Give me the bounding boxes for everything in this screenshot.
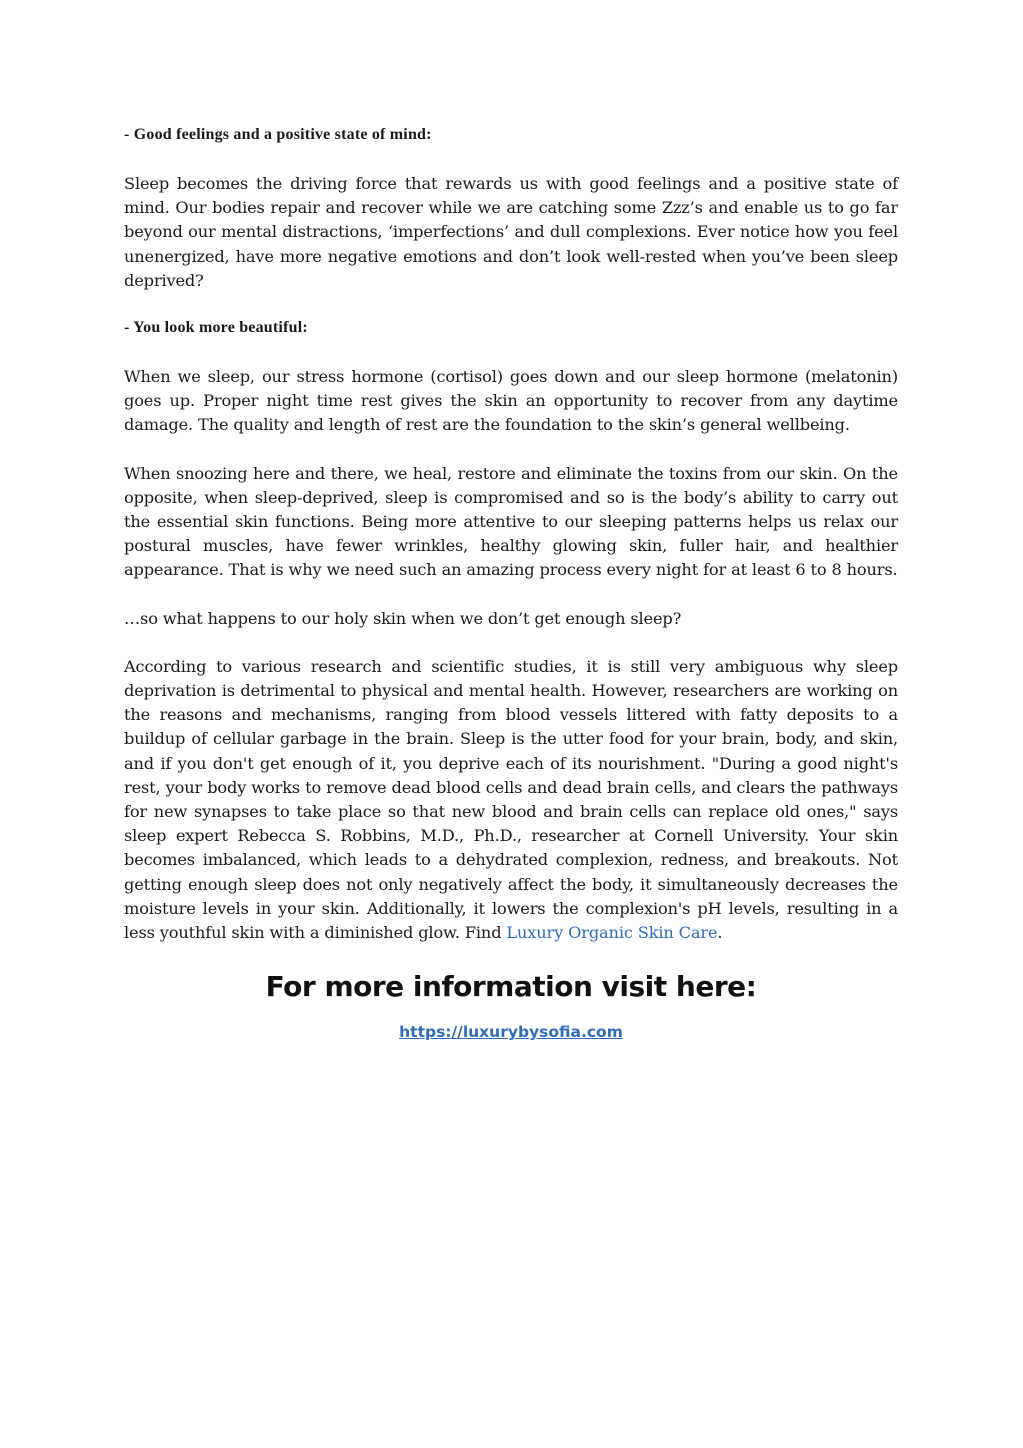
research-trailing: . bbox=[717, 923, 723, 943]
luxury-organic-skin-care-link[interactable]: Luxury Organic Skin Care bbox=[506, 923, 718, 943]
paragraph-good-feelings: Sleep becomes the driving force that rewards us with good feelings and a positive state of mind. Our bodies repair and recover while we are catching some Zzz’s and enable us to go far beyond our mental distractions, ‘imperfections’ and dull complexions. Ever notice how you feel unenergized, have more negative emotions and don’t look well-rested when you’ve been sleep deprived? bbox=[124, 174, 898, 290]
section-heading-look-beautiful: - You look more beautiful: bbox=[124, 319, 308, 337]
research-text: According to various research and scientific studies, it is still very ambiguous why sleep deprivation is detrimental to physical and mental health. However, researchers are working on the reasons and mechanisms, ranging from blood vessels littered with fatty deposits to a buildup of cellular garbage in the brain. Sleep is the utter food for your brain, body, and skin, and if you don't get enough of it, you deprive each of its nourishment. "During a good night's rest, your body works to remove dead blood cells and dead brain cells, and clears the pathways for new synapses to take place so that new blood and brain cells can replace old ones," says sleep expert Rebecca S. Robbins, M.D., Ph.D., researcher at Cornell University. Your skin becomes imbalanced, which leads to a dehydrated complexion, redness, and breakouts. Not getting enough sleep does not only negatively affect the body, it simultaneously decreases the moisture levels in your skin. Additionally, it lowers the complexion's pH levels, resulting in a less youthful skin with a diminished glow. Find bbox=[124, 656, 898, 943]
cta-title: For more information visit here: bbox=[265, 970, 757, 1004]
paragraph-research bbox=[124, 655, 898, 945]
website-link[interactable]: https://luxurybysofia.com bbox=[399, 1023, 623, 1042]
section-heading-good-feelings: - Good feelings and a positive state of mind: bbox=[124, 126, 432, 143]
paragraph-snoozing: When snoozing here and there, we heal, restore and eliminate the toxins from our skin. On the opposite, when sleep-deprived, sleep is compromised and so is the body’s ability to carry out the essential skin functions. Being more attentive to our sleeping patterns helps us relax our postural muscles, have fewer wrinkles, healthy glowing skin, fuller hair, and healthier appearance. That is why we need such an amazing process every night for at least 6 to 8 hours. bbox=[124, 463, 898, 580]
document-page bbox=[124, 124, 898, 1041]
cta-url-container bbox=[124, 1023, 898, 1041]
paragraph-sleep-hormones: When we sleep, our stress hormone (cortisol) goes down and our sleep hormone (melatonin) goes up. Proper night time rest gives the skin an opportunity to recover from any daytime damage. The quality and length of rest are the foundation to the skin’s general wellbeing. bbox=[124, 367, 898, 435]
paragraph-question: …so what happens to our holy skin when we don’t get enough sleep? bbox=[124, 608, 682, 628]
